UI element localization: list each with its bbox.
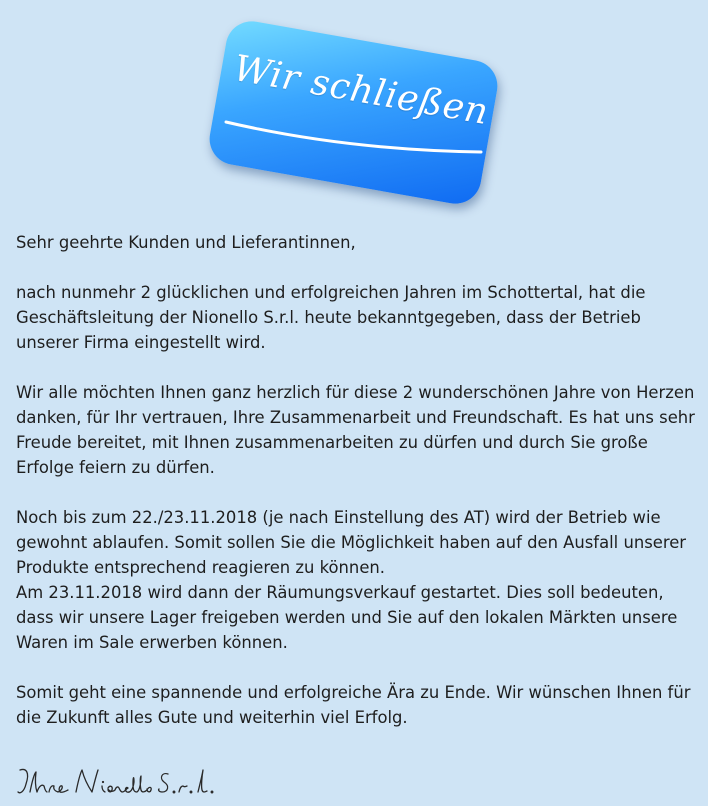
signature-drawing (16, 762, 236, 802)
letter-paragraph: Somit geht eine spannende und erfolgreiche Ära zu Ende. Wir wünschen Ihnen für die Zukunft alles Gute und weiterhin viel Erfolg. (16, 683, 691, 727)
letter-body (16, 230, 696, 755)
letter-paragraph: Wir alle möchten Ihnen ganz herzlich für diese 2 wunderschönen Jahre von Herzen danken, für Ihr vertrauen, Ihre Zusammenarbeit und Freundschaft. Es hat uns sehr Freude bereitet, mit Ihnen zusammenarbeiten zu dürfen und durch Sie große Erfolge feiern zu dürfen. (16, 383, 695, 477)
closing-banner (196, 10, 526, 210)
banner-title: Wir schließen (230, 47, 492, 134)
banner-swoosh-underline (196, 10, 526, 210)
handwritten-signature (16, 762, 236, 802)
letter-salutation: Sehr geehrte Kunden und Lieferantinnen, (16, 233, 356, 252)
letter-paragraph: Noch bis zum 22./23.11.2018 (je nach Einstellung des AT) wird der Betrieb wie gewohnt ablaufen. Somit sollen Sie die Möglichkeit haben auf den Ausfall unserer Produkte entsprechend reagieren zu können. (16, 508, 687, 577)
letter-paragraph: Am 23.11.2018 wird dann der Räumungsverkauf gestartet. Dies soll bedeuten, dass wir unsere Lager freigeben werden und Sie auf den lokalen Märkten unsere Waren im Sale erwerben können. (16, 583, 678, 652)
letter-paragraph: nach nunmehr 2 glücklichen und erfolgreichen Jahren im Schottertal, hat die Geschäftsleitung der Nionello S.r.l. heute bekanntgegeben, dass der Betrieb unserer Firma eingestellt wird. (16, 283, 646, 352)
